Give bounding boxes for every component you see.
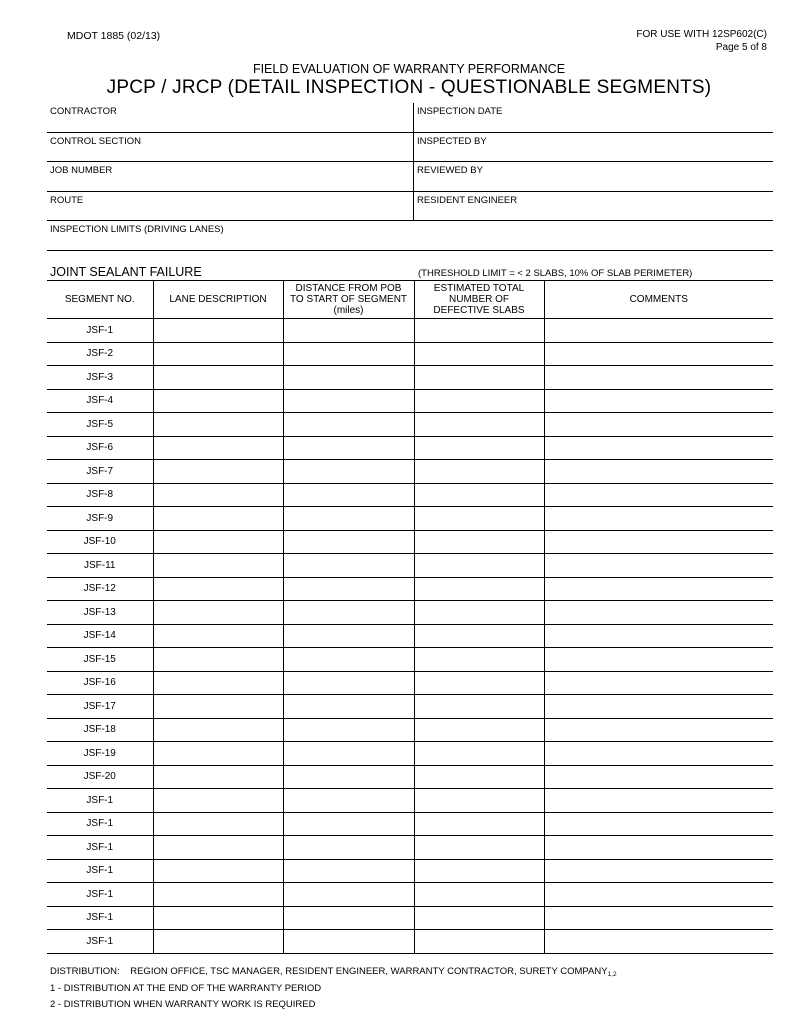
col-defective-slabs: ESTIMATED TOTAL NUMBER OF DEFECTIVE SLABS (414, 281, 544, 319)
lane-description-cell[interactable] (153, 648, 283, 672)
for-use-with: FOR USE WITH 12SP602(C) (636, 29, 767, 40)
route-field[interactable]: ROUTE (50, 194, 84, 206)
segment-no-cell: JSF-9 (47, 507, 153, 531)
inspection-date-field[interactable]: INSPECTION DATE (417, 106, 503, 117)
segment-no-cell: JSF-15 (47, 648, 153, 672)
distance-cell[interactable] (283, 554, 414, 578)
table-row (47, 342, 773, 366)
defective-slabs-cell[interactable] (414, 648, 544, 672)
table-row (47, 601, 773, 625)
table-row (47, 389, 773, 413)
segment-no-cell: JSF-7 (47, 460, 153, 484)
comments-cell[interactable] (544, 836, 773, 860)
lane-description-cell[interactable] (153, 812, 283, 836)
lane-description-cell[interactable] (153, 671, 283, 695)
defective-slabs-cell[interactable] (414, 906, 544, 930)
distance-cell[interactable] (283, 883, 414, 907)
distance-cell[interactable] (283, 483, 414, 507)
control-section-field[interactable]: CONTROL SECTION (50, 135, 141, 147)
segment-no-cell: JSF-17 (47, 695, 153, 719)
comments-cell[interactable] (544, 671, 773, 695)
distance-cell[interactable] (283, 507, 414, 531)
lane-description-cell[interactable] (153, 436, 283, 460)
distance-cell[interactable] (283, 718, 414, 742)
defective-slabs-cell[interactable] (414, 460, 544, 484)
lane-description-cell[interactable] (153, 718, 283, 742)
comments-cell[interactable] (544, 319, 773, 343)
defective-slabs-cell[interactable] (414, 836, 544, 860)
page-number: Page 5 of 8 (715, 42, 767, 53)
defective-slabs-cell[interactable] (414, 577, 544, 601)
distance-cell[interactable] (283, 601, 414, 625)
comments-cell[interactable] (544, 930, 773, 954)
table-row (47, 742, 773, 766)
defective-slabs-cell[interactable] (414, 930, 544, 954)
distance-cell[interactable] (283, 319, 414, 343)
defective-slabs-cell[interactable] (414, 695, 544, 719)
form-subtitle: FIELD EVALUATION OF WARRANTY PERFORMANCE (252, 62, 566, 76)
table-row (47, 930, 773, 954)
comments-cell[interactable] (544, 389, 773, 413)
table-row (47, 460, 773, 484)
threshold-note: (THRESHOLD LIMIT = < 2 SLABS, 10% OF SLAB PERIMETER) (418, 268, 693, 279)
segment-no-cell: JSF-11 (47, 554, 153, 578)
segment-no-cell: JSF-8 (47, 483, 153, 507)
comments-cell[interactable] (544, 554, 773, 578)
distance-cell[interactable] (283, 624, 414, 648)
defective-slabs-cell[interactable] (414, 742, 544, 766)
distance-cell[interactable] (283, 413, 414, 437)
comments-cell[interactable] (544, 765, 773, 789)
job-number-field[interactable]: JOB NUMBER (50, 165, 113, 176)
segment-no-cell: JSF-19 (47, 742, 153, 766)
lane-description-cell[interactable] (153, 483, 283, 507)
distance-cell[interactable] (283, 812, 414, 836)
segment-no-cell: JSF-1 (47, 930, 153, 954)
distance-cell[interactable] (283, 836, 414, 860)
table-body (47, 319, 773, 954)
lane-description-cell[interactable] (153, 530, 283, 554)
comments-cell[interactable] (544, 342, 773, 366)
distance-cell[interactable] (283, 389, 414, 413)
defective-slabs-cell[interactable] (414, 483, 544, 507)
defective-slabs-cell[interactable] (414, 624, 544, 648)
comments-cell[interactable] (544, 601, 773, 625)
field-row-job-number (47, 162, 773, 192)
segment-no-cell: JSF-4 (47, 389, 153, 413)
distance-cell[interactable] (283, 906, 414, 930)
comments-cell[interactable] (544, 483, 773, 507)
comments-cell[interactable] (544, 789, 773, 813)
segment-no-cell: JSF-10 (47, 530, 153, 554)
lane-description-cell[interactable] (153, 366, 283, 390)
col-segment-no: SEGMENT NO. (47, 281, 153, 319)
defective-slabs-cell[interactable] (414, 389, 544, 413)
comments-cell[interactable] (544, 530, 773, 554)
lane-description-cell[interactable] (153, 554, 283, 578)
defective-slabs-cell[interactable] (414, 718, 544, 742)
segment-no-cell: JSF-13 (47, 601, 153, 625)
contractor-field[interactable]: CONTRACTOR (50, 106, 117, 117)
comments-cell[interactable] (544, 577, 773, 601)
comments-cell[interactable] (544, 742, 773, 766)
segment-no-cell: JSF-1 (47, 812, 153, 836)
table-row (47, 577, 773, 601)
lane-description-cell[interactable] (153, 413, 283, 437)
table-row (47, 624, 773, 648)
lane-description-cell[interactable] (153, 789, 283, 813)
distance-cell[interactable] (283, 648, 414, 672)
joint-sealant-table (47, 280, 773, 954)
table-row (47, 906, 773, 930)
comments-cell[interactable] (544, 460, 773, 484)
distance-cell[interactable] (283, 342, 414, 366)
comments-cell[interactable] (544, 812, 773, 836)
segment-no-cell: JSF-20 (47, 765, 153, 789)
distance-cell[interactable] (283, 789, 414, 813)
table-row (47, 648, 773, 672)
section-title: JOINT SEALANT FAILURE (50, 265, 202, 279)
comments-cell[interactable] (544, 883, 773, 907)
lane-description-cell[interactable] (153, 742, 283, 766)
table-row (47, 883, 773, 907)
defective-slabs-cell[interactable] (414, 507, 544, 531)
table-row (47, 836, 773, 860)
defective-slabs-cell[interactable] (414, 671, 544, 695)
segment-no-cell: JSF-1 (47, 906, 153, 930)
table-row (47, 413, 773, 437)
field-row-inspection-limits (47, 221, 773, 251)
footnote-1: 1 - DISTRIBUTION AT THE END OF THE WARRANTY PERIOD (50, 983, 322, 994)
distribution-label: DISTRIBUTION: (50, 966, 120, 977)
distance-cell[interactable] (283, 460, 414, 484)
table-row (47, 718, 773, 742)
distance-cell[interactable] (283, 366, 414, 390)
defective-slabs-cell[interactable] (414, 859, 544, 883)
distance-cell[interactable] (283, 436, 414, 460)
reviewed-by-field[interactable]: REVIEWED BY (417, 165, 483, 176)
lane-description-cell[interactable] (153, 577, 283, 601)
table-row (47, 671, 773, 695)
col-distance-from-pob: DISTANCE FROM POB TO START OF SEGMENT (miles) (283, 281, 414, 319)
table-row (47, 554, 773, 578)
inspection-limits-field[interactable]: INSPECTION LIMITS (DRIVING LANES) (50, 224, 224, 235)
defective-slabs-cell[interactable] (414, 413, 544, 437)
comments-cell[interactable] (544, 507, 773, 531)
defective-slabs-cell[interactable] (414, 765, 544, 789)
table-row (47, 507, 773, 531)
lane-description-cell[interactable] (153, 389, 283, 413)
field-row-control-section (47, 133, 773, 163)
table-row (47, 859, 773, 883)
segment-no-cell: JSF-1 (47, 883, 153, 907)
comments-cell[interactable] (544, 906, 773, 930)
defective-slabs-cell[interactable] (414, 436, 544, 460)
defective-slabs-cell[interactable] (414, 319, 544, 343)
segment-no-cell: JSF-1 (47, 319, 153, 343)
table-row (47, 530, 773, 554)
segment-no-cell: JSF-18 (47, 718, 153, 742)
defective-slabs-cell[interactable] (414, 789, 544, 813)
distance-cell[interactable] (283, 577, 414, 601)
distance-cell[interactable] (283, 695, 414, 719)
segment-no-cell: JSF-16 (47, 671, 153, 695)
lane-description-cell[interactable] (153, 319, 283, 343)
lane-description-cell[interactable] (153, 765, 283, 789)
defective-slabs-cell[interactable] (414, 812, 544, 836)
comments-cell[interactable] (544, 413, 773, 437)
lane-description-cell[interactable] (153, 859, 283, 883)
distribution-line (50, 966, 617, 978)
col-comments: COMMENTS (544, 281, 773, 319)
table-row (47, 483, 773, 507)
page-header-right (636, 28, 767, 54)
lane-description-cell[interactable] (153, 695, 283, 719)
comments-cell[interactable] (544, 859, 773, 883)
lane-description-cell[interactable] (153, 342, 283, 366)
defective-slabs-cell[interactable] (414, 601, 544, 625)
comments-cell[interactable] (544, 436, 773, 460)
comments-cell[interactable] (544, 366, 773, 390)
defective-slabs-cell[interactable] (414, 366, 544, 390)
form-title: JPCP / JRCP (DETAIL INSPECTION - QUESTIONABLE SEGMENTS) (106, 77, 712, 98)
lane-description-cell[interactable] (153, 601, 283, 625)
distance-cell[interactable] (283, 530, 414, 554)
distance-cell[interactable] (283, 671, 414, 695)
segment-no-cell: JSF-1 (47, 836, 153, 860)
distribution-footnote-ref: 1,2 (607, 971, 617, 978)
form-id: MDOT 1885 (02/13) (67, 30, 161, 42)
lane-description-cell[interactable] (153, 460, 283, 484)
segment-no-cell: JSF-1 (47, 789, 153, 813)
footnote-2: 2 - DISTRIBUTION WHEN WARRANTY WORK IS REQUIRED (50, 999, 316, 1010)
segment-no-cell: JSF-2 (47, 342, 153, 366)
segment-no-cell: JSF-3 (47, 366, 153, 390)
distance-cell[interactable] (283, 930, 414, 954)
lane-description-cell[interactable] (153, 883, 283, 907)
distance-cell[interactable] (283, 765, 414, 789)
defective-slabs-cell[interactable] (414, 530, 544, 554)
comments-cell[interactable] (544, 624, 773, 648)
distribution-text: REGION OFFICE, TSC MANAGER, RESIDENT ENGINEER, WARRANTY CONTRACTOR, SURETY COMPANY (130, 966, 608, 977)
segment-no-cell: JSF-12 (47, 577, 153, 601)
table-row (47, 789, 773, 813)
field-row-route (47, 192, 773, 222)
table-row (47, 812, 773, 836)
comments-cell[interactable] (544, 695, 773, 719)
lane-description-cell[interactable] (153, 930, 283, 954)
col-lane-description: LANE DESCRIPTION (153, 281, 283, 319)
lane-description-cell[interactable] (153, 507, 283, 531)
distance-cell[interactable] (283, 742, 414, 766)
defective-slabs-cell[interactable] (414, 883, 544, 907)
resident-engineer-field[interactable]: RESIDENT ENGINEER (417, 194, 518, 206)
lane-description-cell[interactable] (153, 624, 283, 648)
table-row (47, 436, 773, 460)
lane-description-cell[interactable] (153, 836, 283, 860)
table-row (47, 366, 773, 390)
segment-no-cell: JSF-1 (47, 859, 153, 883)
segment-no-cell: JSF-6 (47, 436, 153, 460)
field-row-contractor (47, 103, 773, 133)
distance-cell[interactable] (283, 859, 414, 883)
comments-cell[interactable] (544, 718, 773, 742)
inspected-by-field[interactable]: INSPECTED BY (417, 135, 487, 147)
defective-slabs-cell[interactable] (414, 342, 544, 366)
table-row (47, 319, 773, 343)
header-fields (47, 103, 773, 251)
defective-slabs-cell[interactable] (414, 554, 544, 578)
table-header-row (47, 281, 773, 319)
table-row (47, 765, 773, 789)
segment-no-cell: JSF-5 (47, 413, 153, 437)
lane-description-cell[interactable] (153, 906, 283, 930)
comments-cell[interactable] (544, 648, 773, 672)
table-row (47, 695, 773, 719)
segment-no-cell: JSF-14 (47, 624, 153, 648)
